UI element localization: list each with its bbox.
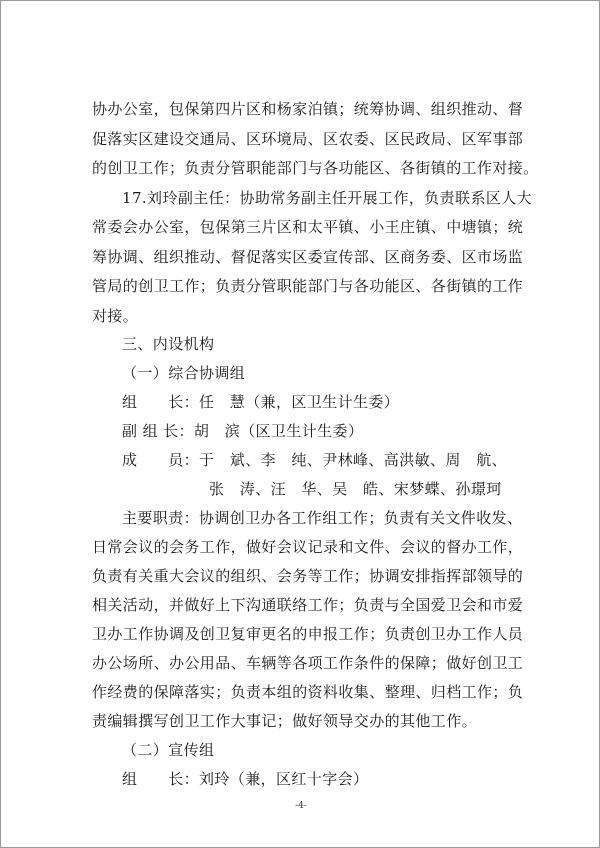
members-line: 成 员：于 斌、李 纯、尹林峰、高洪敏、周 航、	[122, 451, 508, 469]
body-text-line: 日常会议的会务工作，做好会议记录和文件、会议的督办工作，	[92, 538, 524, 556]
section-heading: 三、内设机构	[122, 335, 215, 353]
body-text-line: 常委会办公室，包保第三片区和太平镇、小王庄镇、中塘镇；统	[92, 218, 524, 236]
body-text-line: 筹协调、组织推动、督促落实区委宣传部、区商务委、区市场监	[92, 248, 524, 266]
deputy-leader-line: 副 组 长：胡 滨（区卫生计生委）	[122, 422, 364, 440]
body-text-line: 协办公室，包保第四片区和杨家泊镇；统筹协调、组织推动、督	[92, 100, 524, 118]
leader-line: 组 长：任 慧（兼，区卫生计生委）	[122, 393, 400, 411]
body-text-line: 17.刘玲副主任：协助常务副主任开展工作，负责联系区人大	[122, 189, 533, 207]
body-text-line: 对接。	[92, 307, 139, 325]
body-text-line: 的创卫工作；负责分管职能部门与各功能区、各街镇的工作对接。	[92, 159, 539, 177]
body-text-line: 相关活动，并做好上下沟通联络工作；负责与全国爱卫会和市爱	[92, 596, 524, 614]
body-text-line: 作经费的保障落实；负责本组的资料收集、整理、归档工作；负	[92, 683, 524, 701]
subsection-heading: （一）综合协调组	[122, 364, 246, 382]
subsection-heading: （二）宣传组	[122, 741, 215, 759]
body-text-line: 促落实区建设交通局、区环境局、区农委、区民政局、区军事部	[92, 130, 524, 148]
body-text-line: 主要职责：协调创卫办各工作组工作；负责有关文件收发、	[122, 509, 523, 527]
page-number: -4-	[295, 801, 307, 811]
body-text-line: 负责有关重大会议的组织、会务等工作；协调安排指挥部领导的	[92, 567, 524, 585]
body-text-line: 办公场所、办公用品、车辆等各项工作条件的保障；做好创卫工	[92, 654, 524, 672]
body-text-line: 卫办工作协调及创卫复审更名的申报工作；负责创卫办工作人员	[92, 625, 524, 643]
body-text-line: 责编辑撰写创卫工作大事记；做好领导交办的其他工作。	[92, 712, 478, 730]
leader-line: 组 长：刘玲（兼，区红十字会）	[122, 770, 369, 788]
body-text-line: 管局的创卫工作；负责分管职能部门与各功能区、各街镇的工作	[92, 277, 524, 295]
members-line: 张 涛、汪 华、吴 皓、宋梦蝶、孙璟珂	[209, 480, 502, 498]
